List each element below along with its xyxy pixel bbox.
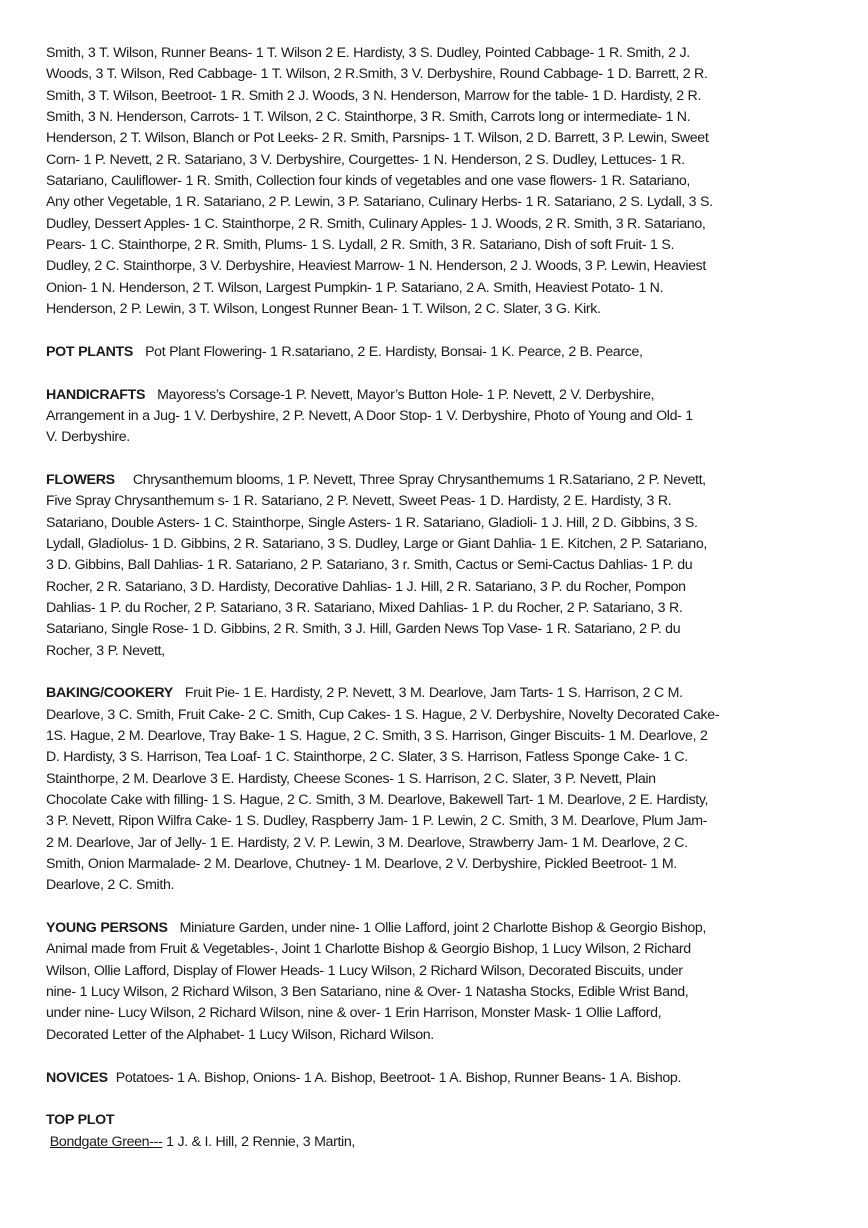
- text-line: Decorated Letter of the Alphabet- 1 Lucy Wilson, Richard Wilson.: [46, 1026, 434, 1043]
- text-line: Fruit Pie- 1 E. Hardisty, 2 P. Nevett, 3 M. Dearlove, Jam Tarts- 1 S. Harrison, 2 C M.: [184, 685, 683, 702]
- text-line: Satariano, Single Rose- 1 D. Gibbins, 2 R. Smith, 3 J. Hill, Garden News Top Vase- 1 R. Satariano, 2 P. du: [46, 621, 681, 638]
- young-persons-section: [46, 918, 836, 1046]
- text-line: Five Spray Chrysanthemum s- 1 R. Satariano, 2 P. Nevett, Sweet Peas- 1 D. Hardisty, 2 E. Hardisty, 3 R.: [46, 493, 672, 510]
- text-line: Henderson, 2 P. Lewin, 3 T. Wilson, Longest Runner Bean- 1 T. Wilson, 2 C. Slater, 3 G. Kirk.: [46, 301, 601, 318]
- text-line: Rocher, 2 R. Satariano, 3 D. Hardisty, Decorative Dahlias- 1 J. Hill, 2 R. Satariano, 3 P. du Rocher, Pompon: [46, 578, 686, 595]
- document-page: [46, 43, 836, 1174]
- text-line: Potatoes- 1 A. Bishop, Onions- 1 A. Bishop, Beetroot- 1 A. Bishop, Runner Beans- 1 A. Bishop.: [115, 1069, 682, 1086]
- section-heading: YOUNG PERSONS: [46, 920, 168, 937]
- baking-section: [46, 683, 836, 896]
- section-heading: TOP PLOT: [46, 1112, 115, 1129]
- text-line: Stainthorpe, 2 M. Dearlove 3 E. Hardisty, Cheese Scones- 1 S. Harrison, 2 C. Slater, 3 P. Nevett, Plain: [46, 770, 656, 787]
- section-heading: POT PLANTS: [46, 343, 134, 360]
- text-line: Smith, 3 N. Henderson, Carrots- 1 T. Wilson, 2 C. Stainthorpe, 3 R. Smith, Carrots long or intermediate- 1 N.: [46, 109, 691, 126]
- text-line: Rocher, 3 P. Nevett,: [46, 642, 165, 659]
- text-line: Dahlias- 1 P. du Rocher, 2 P. Satariano, 3 R. Satariano, Mixed Dahlias- 1 P. du Rocher, 2 P. Satariano, 3 R.: [46, 599, 683, 616]
- flowers-first-line: [46, 470, 836, 491]
- section-heading: BAKING/COOKERY: [46, 685, 173, 702]
- text-line: Dudley, Dessert Apples- 1 C. Stainthorpe, 2 R. Smith, Culinary Apples- 1 J. Woods, 2 R. Smith, 3 R. Satariano,: [46, 215, 706, 232]
- text-line: Smith, 3 T. Wilson, Beetroot- 1 R. Smith 2 J. Woods, 3 N. Henderson, Marrow for the table- 1 D. Hardisty, 2 R.: [46, 87, 702, 104]
- baking-first-line: [46, 683, 836, 704]
- text-line: D. Hardisty, 3 S. Harrison, Tea Loaf- 1 C. Stainthorpe, 2 C. Slater, 3 S. Harrison, Fatless Sponge Cake- 1 C.: [46, 749, 688, 766]
- text-line: Pot Plant Flowering- 1 R.satariano, 2 E. Hardisty, Bonsai- 1 K. Pearce, 2 B. Pearce,: [145, 343, 643, 360]
- text-line: Corn- 1 P. Nevett, 2 R. Satariano, 3 V. Derbyshire, Courgettes- 1 N. Henderson, 2 S. Dudley, Lettuces- 1 R.: [46, 151, 685, 168]
- text-line: 3 D. Gibbins, Ball Dahlias- 1 R. Satariano, 2 P. Satariano, 3 r. Smith, Cactus or Semi-Cactus Dahlias- 1 P. du: [46, 557, 693, 574]
- novices-line: [46, 1068, 836, 1089]
- handicrafts-first-line: [46, 385, 836, 406]
- text-line: Chocolate Cake with filling- 1 S. Hague, 2 C. Smith, 3 M. Dearlove, Bakewell Tart- 1 M. Dearlove, 2 E. Hardisty,: [46, 792, 709, 809]
- handicrafts-section: [46, 385, 836, 449]
- text-line: under nine- Lucy Wilson, 2 Richard Wilson, nine & over- 1 Erin Harrison, Monster Mask- 1 Ollie Lafford,: [46, 1005, 662, 1022]
- section-heading: FLOWERS: [46, 471, 115, 488]
- text-line: Satariano, Double Asters- 1 C. Stainthorpe, Single Asters- 1 R. Satariano, Gladioli- 1 J. Hill, 2 D. Gibbins, 3 S.: [46, 514, 698, 531]
- section-heading: HANDICRAFTS: [46, 386, 146, 403]
- text-line: 1S. Hague, 2 M. Dearlove, Tray Bake- 1 S. Hague, 2 C. Smith, 3 S. Harrison, Ginger Biscuits- 1 M. Dearlove, 2: [46, 728, 708, 744]
- plot-location: Bondgate Green---: [49, 1133, 163, 1150]
- text-line: Satariano, Cauliflower- 1 R. Smith, Collection four kinds of vegetables and one vase flowers- 1 R. Satariano,: [46, 173, 691, 190]
- flowers-section: [46, 470, 836, 662]
- text-line: Chrysanthemum blooms, 1 P. Nevett, Three Spray Chrysanthemums 1 R.Satariano, 2 P. Nevett,: [132, 471, 706, 488]
- text-line: 2 M. Dearlove, Jar of Jelly- 1 E. Hardisty, 2 V. P. Lewin, 3 M. Dearlove, Strawberry Jam- 1 M. Dearlove, 2 C.: [46, 834, 688, 851]
- text-line: Onion- 1 N. Henderson, 2 T. Wilson, Largest Pumpkin- 1 P. Satariano, 2 A. Smith, Heaviest Potato- 1 N.: [46, 279, 664, 296]
- text-line: Miniature Garden, under nine- 1 Ollie Lafford, joint 2 Charlotte Bishop & Georgio Bishop,: [179, 920, 707, 937]
- novices-section: [46, 1068, 836, 1089]
- top-plot-result-line: [46, 1132, 836, 1153]
- young-persons-first-line: [46, 918, 836, 939]
- text-line: Mayoress’s Corsage-1 P. Nevett, Mayor’s Button Hole- 1 P. Nevett, 2 V. Derbyshire,: [157, 386, 655, 403]
- text-line: Smith, Onion Marmalade- 2 M. Dearlove, Chutney- 1 M. Dearlove, 2 V. Derbyshire, Pickled Beetroot- 1 M.: [46, 856, 677, 873]
- text-line: nine- 1 Lucy Wilson, 2 Richard Wilson, 3 Ben Satariano, nine & Over- 1 Natasha Stocks, Edible Wrist Band,: [46, 984, 689, 1001]
- section-heading: NOVICES: [46, 1069, 108, 1086]
- pot-plants-section: [46, 342, 836, 363]
- text-line: Dudley, 2 C. Stainthorpe, 3 V. Derbyshire, Heaviest Marrow- 1 N. Henderson, 2 J. Woods, 3 P. Lewin, Heaviest: [46, 258, 707, 275]
- pot-plants-line: [46, 342, 836, 363]
- text-line: Arrangement in a Jug- 1 V. Derbyshire, 2 P. Nevett, A Door Stop- 1 V. Derbyshire, Photo of Young and Old- 1: [46, 407, 693, 424]
- text-line: Henderson, 2 T. Wilson, Blanch or Pot Leeks- 2 R. Smith, Parsnips- 1 T. Wilson, 2 D. Barrett, 3 P. Lewin, Sweet: [46, 130, 709, 147]
- top-plot-section: [46, 1110, 836, 1153]
- text-line: Wilson, Ollie Lafford, Display of Flower Heads- 1 Lucy Wilson, 2 Richard Wilson, Decorated Biscuits, under: [46, 962, 683, 979]
- text-line: Animal made from Fruit & Vegetables-, Joint 1 Charlotte Bishop & Georgio Bishop, 1 Lucy Wilson, 2 Richard: [46, 941, 691, 958]
- text-line: Pears- 1 C. Stainthorpe, 2 R. Smith, Plums- 1 S. Lydall, 2 R. Smith, 3 R. Satariano, Dish of soft Fruit- 1 S.: [46, 237, 675, 254]
- text-line: Dearlove, 2 C. Smith.: [46, 877, 175, 894]
- text-line: Smith, 3 T. Wilson, Runner Beans- 1 T. Wilson 2 E. Hardisty, 3 S. Dudley, Pointed Cabbage- 1 R. Smith, 2 J.: [46, 45, 690, 61]
- vegetables-section: [46, 43, 836, 320]
- text-line: Dearlove, 3 C. Smith, Fruit Cake- 2 C. Smith, Cup Cakes- 1 S. Hague, 2 V. Derbyshire, Novelty Decorated Cake-: [46, 706, 720, 723]
- text-line: 3 P. Nevett, Ripon Wilfra Cake- 1 S. Dudley, Raspberry Jam- 1 P. Lewin, 2 C. Smith, 3 M. Dearlove, Plum Jam-: [46, 813, 708, 830]
- text-line: V. Derbyshire.: [46, 429, 130, 446]
- text-line: Any other Vegetable, 1 R. Satariano, 2 P. Lewin, 3 P. Satariano, Culinary Herbs- 1 R. Satariano, 2 S. Lydall, 3 S.: [46, 194, 713, 211]
- plot-result: 1 J. & I. Hill, 2 Rennie, 3 Martin,: [162, 1133, 355, 1150]
- text-line: Woods, 3 T. Wilson, Red Cabbage- 1 T. Wilson, 2 R.Smith, 3 V. Derbyshire, Round Cabbage- 1 D. Barrett, 2 R.: [46, 66, 708, 83]
- text-line: Lydall, Gladiolus- 1 D. Gibbins, 2 R. Satariano, 3 S. Dudley, Large or Giant Dahlia- 1 E. Kitchen, 2 P. Satariano,: [46, 535, 707, 552]
